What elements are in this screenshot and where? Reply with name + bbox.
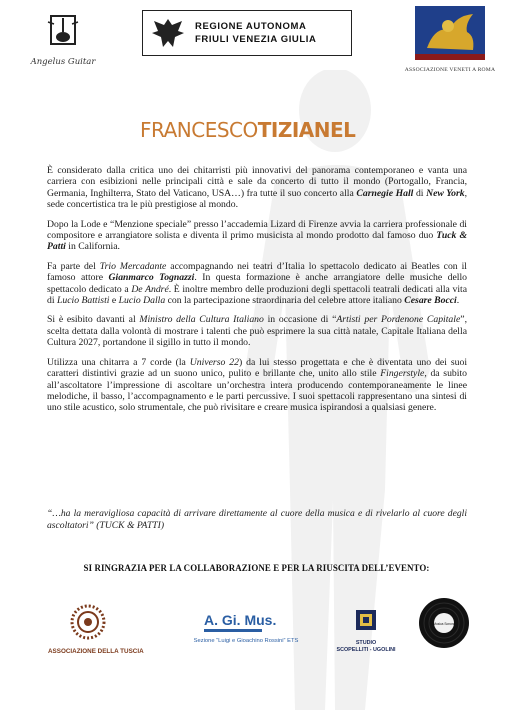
left-logo-text: Angelus Guitar bbox=[30, 57, 96, 67]
paragraph-segment: e bbox=[109, 295, 119, 307]
guitar-emblem-icon bbox=[46, 12, 80, 48]
biography-text bbox=[47, 165, 467, 422]
paragraph-segment: Cesare Bocci bbox=[404, 295, 457, 307]
veneti-a-roma-logo bbox=[400, 6, 500, 76]
thanks-heading: SI RINGRAZIA PER LA COLLABORAZIONE E PER LA RIUSCITA DELL’EVENTO: bbox=[83, 563, 430, 573]
paragraph-segment: ) da lui stesso progettata e che è diventata uno dei suoi caratteri distintivi grazie ad un suono unico, pulito e brillante che, unito allo stile bbox=[47, 356, 468, 380]
tuck-patti-quote: “…ha la meravigliosa capacità di arrivare direttamente al cuore della musica e di rivelarlo al cuore degli ascoltatori” (TUCK & PATTI) bbox=[47, 508, 467, 531]
paragraph-segment: Fa parte del bbox=[47, 260, 100, 272]
paragraph-segment: New York bbox=[426, 187, 465, 199]
agimus-logo bbox=[182, 612, 310, 644]
region-line-1: REGIONE AUTONOMA bbox=[195, 21, 307, 32]
artist-first-name: FRANCESCO bbox=[140, 118, 258, 142]
paragraph-segment: di bbox=[413, 187, 427, 199]
region-logo bbox=[142, 10, 352, 56]
paragraph-segment: . bbox=[456, 295, 460, 307]
studio-logo bbox=[336, 608, 396, 654]
angelus-guitar-logo bbox=[18, 12, 108, 74]
paragraph-segment: Utilizza una chitarra a 7 corde (la bbox=[47, 356, 190, 368]
tuscia-logo bbox=[48, 604, 144, 655]
paragraph-segment: in occasione di “ bbox=[263, 314, 337, 326]
winged-lion-icon bbox=[415, 6, 485, 60]
artist-last-name: TIZIANEL bbox=[257, 118, 356, 142]
vinyl-disc-logo bbox=[418, 597, 470, 649]
paragraph-segment: accompagnando nei teatri d’Italia lo spettacolo dedicato ai Beatles con il famoso attore bbox=[47, 260, 467, 284]
paragraph-segment: Carnegie Hall bbox=[356, 187, 414, 199]
right-logo-text: ASSOCIAZIONE VENETI A ROMA bbox=[404, 67, 496, 73]
paragraph-segment: Artisti per Pordenone Capitale bbox=[336, 314, 461, 326]
studio-line-2: SCOPELLITI - UGOLINI bbox=[336, 647, 396, 653]
region-line-2: FRIULI VENEZIA GIULIA bbox=[195, 34, 317, 45]
paragraph-segment: Fingerstyle bbox=[380, 368, 425, 380]
biography-paragraph bbox=[47, 219, 467, 253]
biography-paragraph bbox=[47, 165, 467, 211]
paragraph-segment: Trio Mercadante bbox=[99, 260, 167, 272]
paragraph-segment: , sede concertistica tra le più prestigiose al mondo. bbox=[47, 187, 467, 211]
studio-emblem-icon bbox=[354, 608, 378, 632]
biography-paragraph bbox=[47, 261, 467, 307]
paragraph-segment: ”, scelta dettata dalla volontà di mostrare i talenti che può esprimere la sua città natale, Capitale Italiana della Cultura 2027, portandone il sigillo in tutto il mondo. bbox=[47, 314, 467, 349]
paragraph-segment: Tuck & Patti bbox=[47, 230, 467, 253]
paragraph-segment: , da subito all’ascoltatore l’impressione di ascoltare un’orchestra intera producendo contemporaneamente le linee melodiche, il basso, l’accompagnamento e le parti percussive. I suoi spettacoli rappresentano una sintesi di uno stile acustico, solo strumentale, che può rivisitare e creare musica ispirandosi a qualsiasi genere. bbox=[47, 368, 467, 414]
paragraph-segment: Si è esibito davanti al bbox=[47, 314, 140, 326]
paragraph-segment: Lucio Dalla bbox=[118, 295, 166, 307]
paragraph-segment: Dopo la Lode e “Menzione speciale” presso l’accademia Lizard di Firenze avvia la carriera professionale di compositore e arrangiatore solista e diventa il primo musicista al mondo prodotto dal famoso duo bbox=[47, 218, 467, 242]
sun-emblem-icon bbox=[70, 604, 106, 640]
agimus-bar bbox=[204, 629, 262, 632]
disc-label: Musica Sonora bbox=[433, 622, 455, 626]
paragraph-segment: De André bbox=[131, 283, 169, 295]
agimus-section-text: Sezione “Luigi e Gioachino Rossini” ETS bbox=[193, 638, 299, 644]
paragraph-segment: Ministro della Cultura Italiano bbox=[139, 314, 264, 326]
paragraph-segment: in California. bbox=[65, 241, 120, 253]
paragraph-segment: . È inoltre membro delle produzioni degli spettacoli teatrali dedicati alla vita di bbox=[47, 283, 468, 307]
paragraph-segment: È considerato dalla critica uno dei chitarristi più innovativi del panorama contemporaneo e vanta una carriera con esibizioni nelle principali città e sale da concerto di tutto il mondo (Portogallo, Francia, Germania, Inghilterra, Stato del Vaticano, USA…) fra tutte il suo concerto alla bbox=[47, 165, 467, 199]
biography-paragraph bbox=[47, 357, 467, 414]
eagle-icon bbox=[149, 15, 187, 51]
biography-paragraph bbox=[47, 314, 467, 348]
artist-name bbox=[140, 118, 355, 142]
paragraph-segment: Universo 22 bbox=[189, 356, 239, 368]
agimus-wordmark: A. Gi. Mus. bbox=[204, 612, 277, 628]
paragraph-segment: Lucio Battisti bbox=[56, 295, 110, 307]
paragraph-segment: con la partecipazione straordinaria del celebre attore italiano bbox=[165, 295, 405, 307]
tuscia-text: ASSOCIAZIONE DELLA TUSCIA bbox=[48, 648, 144, 655]
paragraph-segment: Gianmarco Tognazzi bbox=[108, 272, 195, 284]
studio-line-1: STUDIO bbox=[355, 640, 377, 646]
paragraph-segment: . In questa formazione è anche arrangiatore delle musiche dello spettacolo dedicato a bbox=[47, 272, 468, 295]
